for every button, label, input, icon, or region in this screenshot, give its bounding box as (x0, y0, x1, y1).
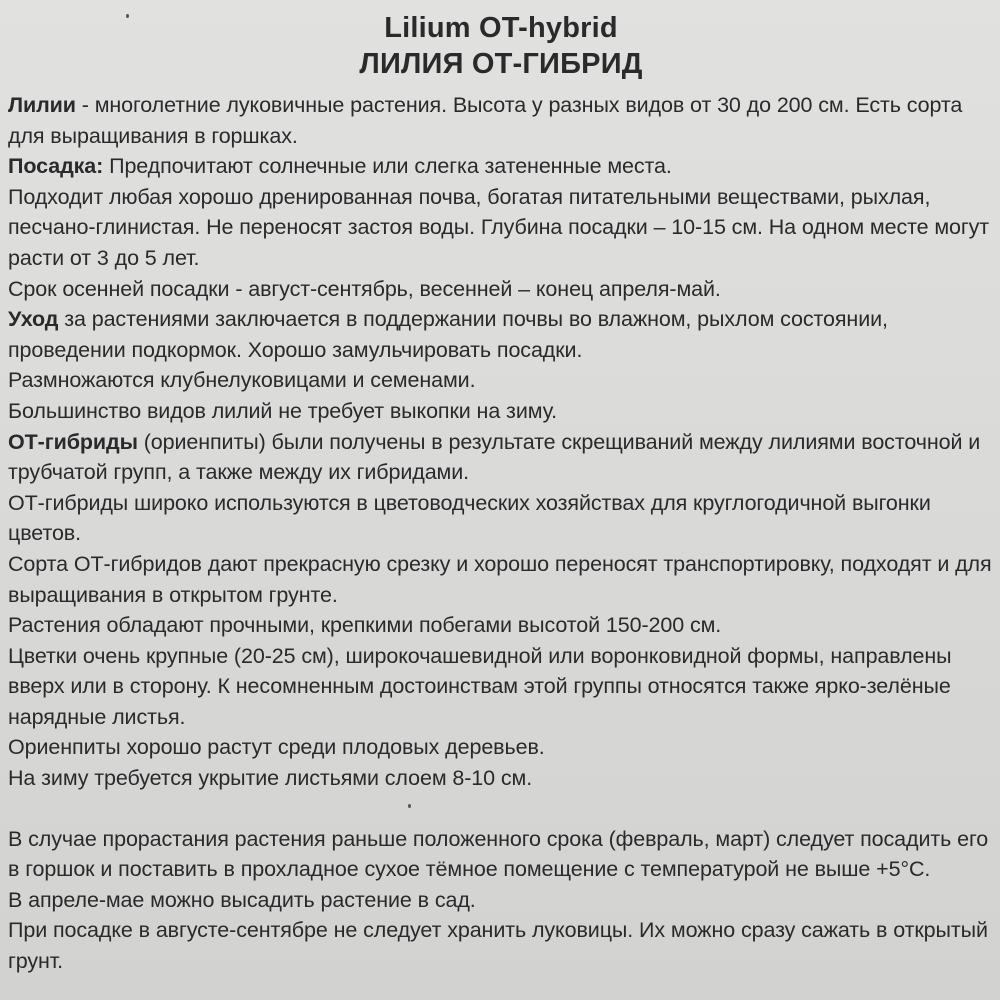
paragraph-lilies: Лилии - многолетние луковичные растения. Высота у разных видов от 30 до 200 см. Есть сорта для выращивания в горшках. (8, 93, 963, 148)
description-body (8, 90, 994, 977)
print-speck (126, 14, 129, 18)
paragraph-cut-flowers: Сорта ОТ-гибридов дают прекрасную срезку и хорошо переносят транспортировку, подходят и для выращивания в открытом грунте. (8, 551, 992, 607)
paragraph-forcing: ОТ-гибриды широко используются в цветоводческих хозяйствах для круглогодичной выгонки цветов. (8, 490, 931, 546)
note-autumn-planting: При посадке в августе-сентябре не следует хранить луковицы. Их можно сразу сажать в открытый грунт. (8, 918, 988, 974)
paragraph-propagation: Размножаются клубнелуковицами и семенами. (8, 368, 476, 393)
title-russian: ЛИЛИЯ ОТ-ГИБРИД (359, 48, 643, 80)
paragraph-stems: Растения обладают прочными, крепкими побегами высотой 150-200 см. (8, 613, 722, 638)
note-spring-transplant: В апреле-мае можно высадить растение в сад. (8, 887, 476, 912)
print-speck (408, 804, 411, 808)
paragraph-flowers: Цветки очень крупные (20-25 см), широкочашевидной или воронковидной формы, направлены вверх или в сторону. К несомненным достоинствам этой группы относятся также ярко-зелёные нарядные листья. (8, 643, 952, 729)
paragraph-soil: Подходит любая хорошо дренированная почва, богатая питательными веществами, рыхлая, песчано-глинистая. Не переносят застоя воды. Глубина посадки – 10-15 см. На одном месте могут расти от 3 до 5 лет. (8, 184, 990, 270)
paragraph-planting-time: Срок осенней посадки - август-сентябрь, весенней – конец апреля-май. (8, 276, 721, 301)
note-early-sprouting: В случае прорастания растения раньше положенного срока (февраль, март) следует посадить его в горшок и поставить в прохладное сухое тёмное помещение с температурой не выше +5°С. (8, 826, 989, 882)
title-latin: Lilium OT-hybrid (384, 12, 618, 44)
paragraph-care: Уход за растениями заключается в поддержании почвы во влажном, рыхлом состоянии, проведении подкормок. Хорошо замульчировать посадки. (8, 307, 888, 362)
paragraph-orchards: Ориенпиты хорошо растут среди плодовых деревьев. (8, 735, 545, 760)
paragraph-winter-digging: Большинство видов лилий не требует выкопки на зиму. (8, 398, 558, 423)
section-gap (8, 794, 994, 824)
paragraph-ot-hybrids: ОТ-гибриды (ориенпиты) были получены в результате скрещиваний между лилиями восточной и трубчатой групп, а также между их гибридами. (8, 429, 981, 485)
paragraph-planting: Посадка: Предпочитают солнечные или слегка затененные места. (8, 154, 672, 179)
paragraph-winter-cover: На зиму требуется укрытие листьями слоем 8-10 см. (8, 766, 533, 791)
